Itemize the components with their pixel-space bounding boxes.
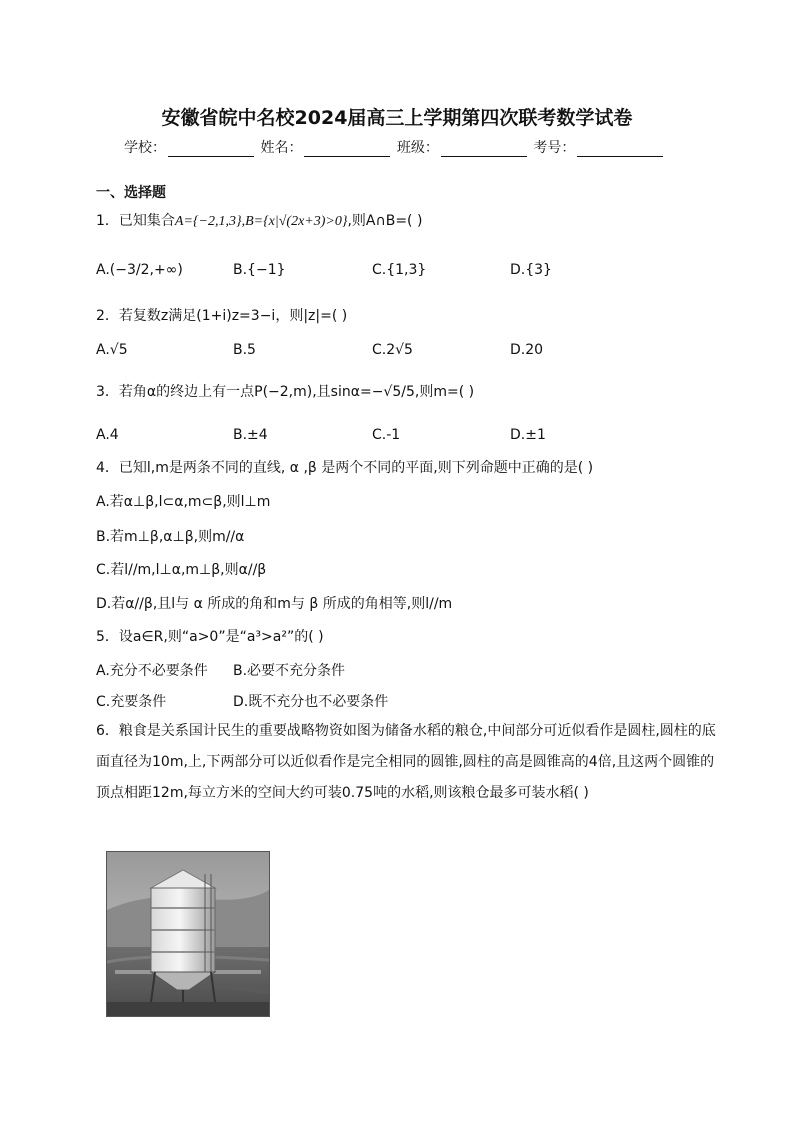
- q1-set-a: A={−2,1,3}: [174, 214, 242, 229]
- id-label: 考号：: [533, 140, 576, 156]
- page-title: 安徽省皖中名校2024届高三上学期第四次联考数学试卷: [161, 107, 633, 129]
- q4-option-d: D.若α//β,且l与 α 所成的角和m与 β 所成的角相等,则l//m: [96, 596, 453, 612]
- q1-option-c: C.{1,3}: [372, 262, 427, 278]
- q5-option-d: D.既不充分也不必要条件: [233, 694, 389, 710]
- q4-option-a: A.若α⊥β,l⊂α,m⊂β,则l⊥m: [96, 494, 271, 510]
- q5-option-a: A.充分不必要条件: [96, 663, 208, 679]
- id-blank: [577, 142, 663, 157]
- student-info-line: [124, 137, 665, 157]
- q3-option-b: B.±4: [233, 427, 268, 443]
- name-label: 姓名：: [260, 140, 303, 156]
- q1-set-b: ,B={x|√(2x+3)>0}: [241, 214, 348, 229]
- question-2: 2．若复数z满足(1+i)z=3−i，则|z|=( ): [96, 308, 348, 324]
- q2-option-a: A.√5: [96, 342, 128, 358]
- q1-option-a: A.(−3/2,+∞): [96, 262, 183, 278]
- granary-photo: [106, 851, 270, 1017]
- name-blank: [304, 142, 390, 157]
- q5-option-b: B.必要不充分条件: [233, 663, 346, 679]
- q1-stem: 1．已知集合: [96, 213, 175, 229]
- question-3: 3．若角α的终边上有一点P(−2,m),且sinα=−√5/5,则m=( ): [96, 384, 475, 400]
- q3-option-c: C.-1: [372, 427, 401, 443]
- class-blank: [441, 142, 527, 157]
- granary-illustration: [107, 852, 269, 1016]
- q2-option-b: B.5: [233, 342, 256, 358]
- q4-option-b: B.若m⊥β,α⊥β,则m//α: [96, 529, 245, 545]
- q3-option-d: D.±1: [510, 427, 546, 443]
- q1-option-b: B.{−1}: [233, 262, 286, 278]
- q5-option-c: C.充要条件: [96, 694, 167, 710]
- question-6: 6．粮食是关系国计民生的重要战略物资如图为储备水稻的粮仓,中间部分可近似看作是圆柱,圆柱的底面直径为10m,上,下两部分可以近似看作是完全相同的圆锥,圆柱的高是圆锥高的4倍,且这两个圆锥的顶点相距12m,每立方米的空间大约可装0.75吨的水稻,则该粮仓最多可装水稻( ): [96, 723, 716, 801]
- class-label: 班级：: [396, 140, 439, 156]
- q2-option-c: C.2√5: [372, 342, 413, 358]
- q2-option-d: D.20: [510, 342, 544, 358]
- q1-option-d: D.{3}: [510, 262, 552, 278]
- question-4: 4．已知l,m是两条不同的直线, α ,β 是两个不同的平面,则下列命题中正确的是( ): [96, 460, 594, 476]
- section-heading: 一、选择题: [96, 185, 166, 201]
- q3-option-a: A.4: [96, 427, 119, 443]
- question-5: 5．设a∈R,则“a>0”是“a³>a²”的( ): [96, 629, 324, 645]
- school-label: 学校：: [124, 140, 166, 156]
- school-blank: [168, 142, 254, 157]
- question-1: [96, 210, 422, 230]
- q1-ask: ,则A∩B=( ): [347, 213, 423, 229]
- q4-option-c: C.若l//m,l⊥α,m⊥β,则α//β: [96, 562, 267, 578]
